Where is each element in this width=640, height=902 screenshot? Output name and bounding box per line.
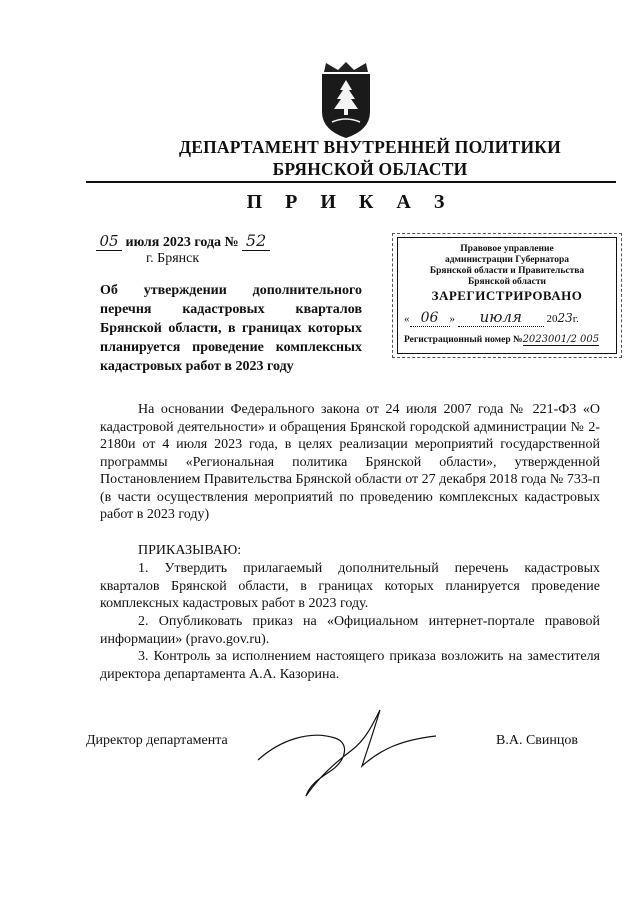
order-item-text: 2. Опубликовать приказ на «Официальном интернет-портале правовой информации» (pravo.gov.ru).: [100, 614, 600, 647]
stamp-org-line: Брянской области и Правительства: [429, 266, 585, 276]
order-word: ПРИКАЗЫВАЮ:: [138, 543, 242, 558]
stamp-org-line: администрации Губернатора: [444, 255, 569, 265]
order-title: П Р И К А З: [246, 191, 454, 213]
preamble-paragraph: [100, 401, 600, 524]
order-item-text: 3. Контроль за исполнением настоящего приказа возложить на заместителя директора департамента А.А. Казорина.: [100, 649, 600, 682]
coat-of-arms-icon: [318, 60, 374, 140]
order-item-text: 1. Утвердить прилагаемый дополнительный перечень кадастровых кварталов Брянской области, в границах которых планируется проведение комплексных кадастровых работ в 2023 году.: [100, 561, 600, 611]
order-day: 05: [96, 232, 122, 251]
preamble-text: На основании Федерального закона от 24 июля 2007 года № 221-ФЗ «О кадастровой деятельности» и обращения Брянской городской администрации № 2-2180и от 4 июля 2023 года, в целях реализации мероприятий государственной программы «Региональная политика Брянской области», утвержденной Постановлением Правительства Брянской области от 27 декабря 2018 года № 733-п (в части осуществления мероприятий по проведению комплексных кадастровых работ в 2023 году): [100, 402, 600, 522]
order-city: г. Брянск: [146, 251, 200, 266]
stamp-day: 06: [410, 310, 450, 327]
registration-stamp: [397, 237, 617, 354]
department-name-line1: ДЕПАРТАМЕНТ ВНУТРЕННЕЙ ПОЛИТИКИ: [179, 137, 561, 157]
stamp-number-label: Регистрационный номер №: [404, 335, 523, 345]
stamp-organization: [404, 244, 610, 288]
department-name-line2: БРЯНСКОЙ ОБЛАСТИ: [272, 159, 468, 179]
stamp-registration-number: [404, 334, 612, 345]
order-item-2: [100, 613, 600, 648]
order-date-line: [96, 231, 270, 251]
stamp-year-end: г.: [572, 313, 579, 325]
order-item-1: [100, 560, 600, 613]
stamp-status: ЗАРЕГИСТРИРОВАНО: [431, 288, 583, 303]
stamp-org-line: Правовое управление: [460, 244, 554, 254]
order-subject: Об утверждении дополнительного перечня кадастровых кварталов Брянской области, в границах которых планируется проведение комплексных кадастровых работ в 2023 году: [100, 283, 362, 374]
stamp-year-suffix: 23: [557, 311, 573, 325]
order-word-paragraph: [100, 542, 600, 560]
stamp-year-prefix: 20: [546, 313, 558, 325]
order-item-3: [100, 648, 600, 683]
stamp-number-value: 2023001/2 005: [522, 334, 600, 345]
signer-role: Директор департамента: [86, 733, 228, 748]
signer-name: В.А. Свинцов: [496, 733, 578, 748]
stamp-date: « 06 » июля 2023г.: [404, 308, 579, 326]
stamp-month: июля: [458, 308, 544, 327]
header-divider: [86, 181, 616, 183]
handwritten-signature: [240, 700, 450, 810]
stamp-org-line: Брянской области: [467, 277, 547, 287]
order-date-text: июля 2023 года №: [125, 235, 239, 250]
order-number: 52: [242, 231, 270, 251]
